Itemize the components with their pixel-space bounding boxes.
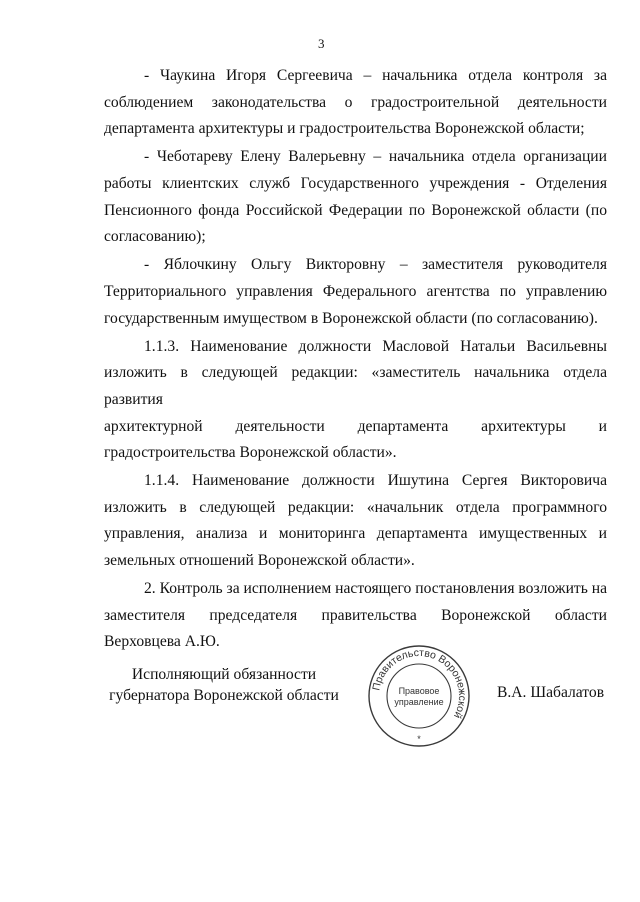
stamp-inner-line-2: управление [394,697,444,707]
text-line: государственным имуществом в Воронежской области (по согласованию). [104,309,598,327]
text-line: 1.1.4. Наименование должности Ишутина Сергея Викторовича [144,472,607,490]
paragraph-chebotareva [104,144,607,250]
text-line: управления, анализа и мониторинга департамента имущественных и [104,525,607,543]
text-line: 2. Контроль за исполнением настоящего постановления возложить на [144,580,608,598]
stamp-star: * [417,734,421,744]
text-line: департамента архитектуры и градостроительства Воронежской области; [104,120,585,138]
text-line: Территориального управления Федерального агентства по управлению [104,282,607,300]
text-line: земельных отношений Воронежской области». [104,552,415,570]
document-body [104,63,607,658]
stamp-outer-ring [369,646,469,746]
stamp-inner-line-1: Правовое [398,686,440,696]
stamp-inner-ring [387,664,451,728]
paragraph-chaukin [104,63,607,143]
paragraph-1-1-4 [104,468,607,574]
text-line: Пенсионного фонда Российской Федерации по Воронежской области (по [104,201,607,219]
legal-department-stamp [366,643,472,749]
text-line: заместителя председателя правительства Воронежской области [104,606,607,624]
text-line: согласованию); [104,228,206,246]
signatory-position [104,664,344,706]
text-line: 1.1.3. Наименование должности Масловой Натальи Васильевны [144,337,607,355]
position-line-1: Исполняющий обязанности [131,666,317,683]
text-line: градостроительства Воронежской области». [104,444,397,462]
position-line-2: губернатора Воронежской области [109,687,339,704]
paragraph-1-1-3 [104,334,607,467]
paragraph-2 [104,576,607,656]
text-line: изложить в следующей редакции: «заместитель начальника отдела развития [104,364,607,408]
text-line: - Чеботареву Елену Валерьевну – начальника отдела организации [144,148,607,166]
text-line: Верховцева А.Ю. [104,633,220,651]
text-line: архитектурной деятельности департамента архитектуры и [104,417,607,435]
stamp-ring-text: Правительство Воронежской [370,646,469,721]
text-line: - Чаукина Игоря Сергеевича – начальника отдела контроля за [144,67,607,84]
page-number: 3 [318,36,325,51]
signatory-name: В.А. Шабалатов [497,684,605,701]
text-line: работы клиентских служб Государственного учреждения - Отделения [104,174,607,192]
text-line: соблюдением законодательства о градостроительной деятельности [104,93,607,111]
text-line: - Яблочкину Ольгу Викторовну – заместителя руководителя [144,256,607,274]
text-line: изложить в следующей редакции: «начальник отдела программного [104,498,607,516]
paragraph-yablochkina [104,252,607,332]
